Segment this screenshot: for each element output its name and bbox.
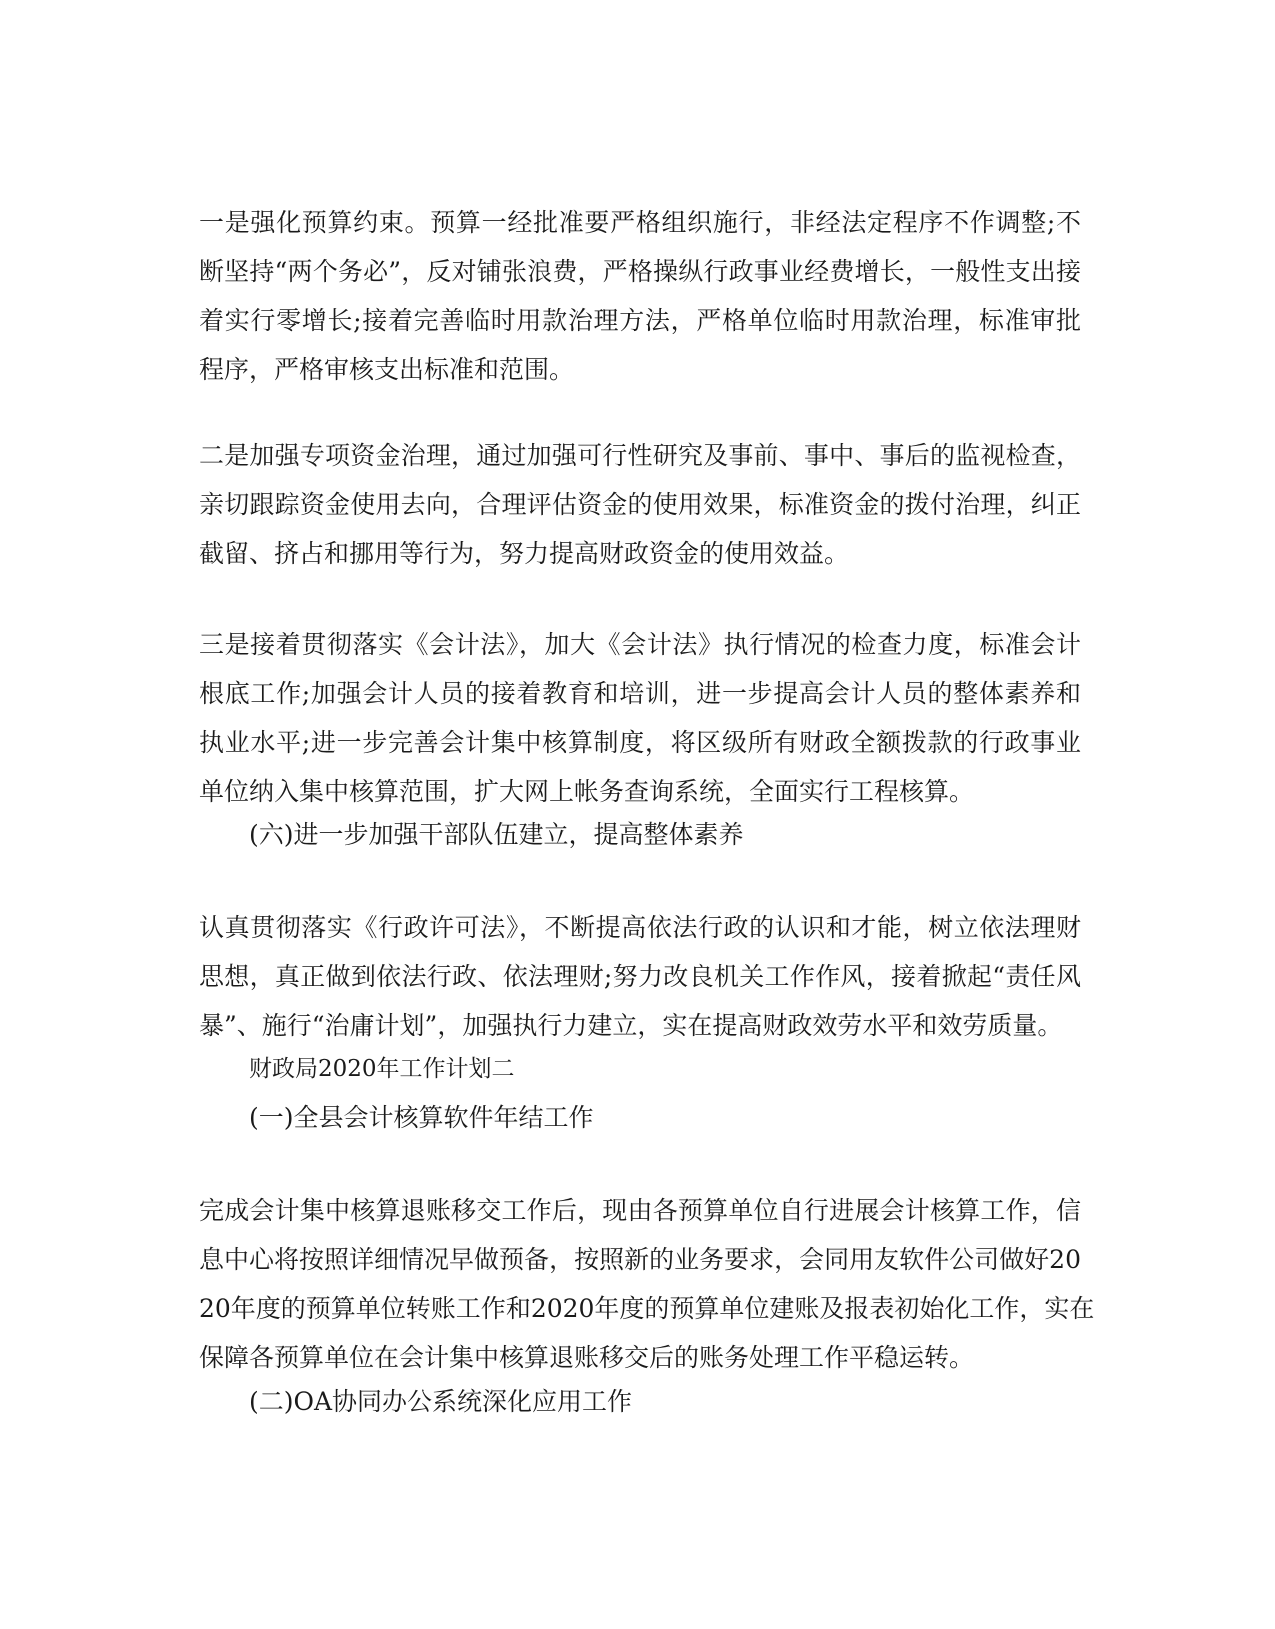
text-line: 亲切跟踪资金使用去向，合理评估资金的使用效果，标准资金的拨付治理，纠正	[199, 490, 1081, 519]
text-line: 认真贯彻落实《行政许可法》，不断提高依法行政的认识和才能，树立依法理财	[199, 913, 1081, 942]
text-line: 完成会计集中核算退账移交工作后，现由各预算单位自行进展会计核算工作，信	[199, 1196, 1081, 1225]
section-heading-oa-system: (二)OA协同办公系统深化应用工作	[249, 1387, 633, 1416]
paragraph-accounting-law	[199, 620, 1081, 816]
text-line: 截留、挤占和挪用等行为，努力提高财政资金的使用效益。	[199, 539, 850, 568]
section-heading-cadre-team: (六)进一步加强干部队伍建立，提高整体素养	[249, 820, 744, 849]
plan-title-two: 财政局2020年工作计划二	[249, 1056, 515, 1082]
text-line: 二是加强专项资金治理，通过加强可行性研究及事前、事中、事后的监视检查，	[199, 441, 1081, 470]
text-line: 程序，严格审核支出标准和范围。	[199, 355, 575, 384]
section-heading-year-end-closing: (一)全县会计核算软件年结工作	[249, 1103, 594, 1132]
text-line: 一是强化预算约束。预算一经批准要严格组织施行，非经法定程序不作调整;不	[199, 208, 1081, 237]
text-line: 保障各预算单位在会计集中核算退账移交后的账务处理工作平稳运转。	[199, 1343, 975, 1372]
text-line: 暴”、施行“治庸计划”，加强执行力建立，实在提高财政效劳水平和效劳质量。	[199, 1011, 1063, 1040]
text-line: 根底工作;加强会计人员的接着教育和培训，进一步提高会计人员的整体素养和	[199, 679, 1081, 708]
text-line: 单位纳入集中核算范围，扩大网上帐务查询系统，全面实行工程核算。	[199, 777, 975, 806]
text-line: 20年度的预算单位转账工作和2020年度的预算单位建账及报表初始化工作，实在	[199, 1294, 1095, 1323]
text-line: 执业水平;进一步完善会计集中核算制度，将区级所有财政全额拨款的行政事业	[199, 728, 1081, 757]
text-line: 息中心将按照详细情况早做预备，按照新的业务要求，会同用友软件公司做好20	[199, 1245, 1081, 1274]
paragraph-accounting-software	[199, 1186, 1095, 1382]
text-line: 三是接着贯彻落实《会计法》，加大《会计法》执行情况的检查力度，标准会计	[199, 630, 1081, 659]
paragraph-special-funds	[199, 431, 1081, 578]
paragraph-budget-constraint	[199, 198, 1081, 394]
text-line: 思想，真正做到依法行政、依法理财;努力改良机关工作作风，接着掀起“责任风	[199, 962, 1081, 991]
text-line: 着实行零增长;接着完善临时用款治理方法，严格单位临时用款治理，标准审批	[199, 306, 1081, 335]
text-line: 断坚持“两个务必”，反对铺张浪费，严格操纵行政事业经费增长，一般性支出接	[199, 257, 1081, 286]
paragraph-administrative-law	[199, 903, 1081, 1050]
